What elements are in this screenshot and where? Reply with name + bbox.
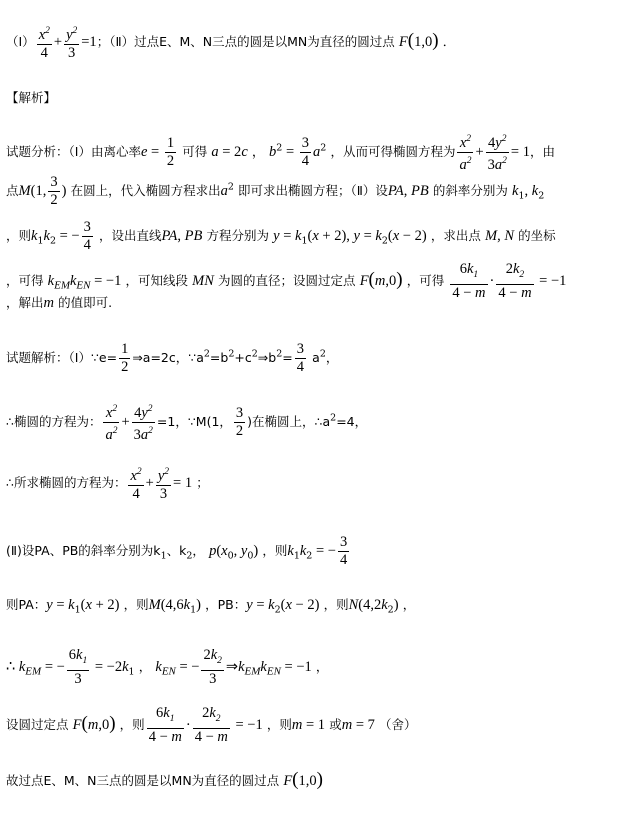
solution-text: ， [138, 658, 152, 674]
solution-line-8: 故过点E、M、N三点的圆是以MN为直径的圆过点 F(1,0) [6, 769, 323, 790]
solution-text: ∴椭圆的方程为： [6, 413, 102, 429]
solution-text: 、k [166, 543, 187, 558]
analysis-text: 为圆的直径；设圆过定点 [218, 272, 356, 288]
analysis-text: 方程分别为 [206, 228, 269, 243]
formula-fraction: $\frac{4y^2}{3a^2}$ [487, 134, 507, 173]
formula-fraction: $\frac{x^2}{4}$ [38, 26, 50, 61]
analysis-text: 的值即可. [58, 295, 113, 310]
solution-text: ， [315, 658, 329, 674]
analysis-text: ，求出点 [430, 228, 481, 243]
solution-line-5: 则PA：$y = k_1(x + 2)$ ，则$M(4,6k_1)$ ，PB：$y = k_2(x - 2)$ ，则$N(4,2k_2)$ ， [6, 597, 416, 616]
formula-fraction: $\frac{3}{2}$ [235, 404, 244, 439]
analysis-text: ，从而可得椭圆方程为 [330, 143, 456, 159]
formula-fraction: $\frac{y^2}{3}$ [157, 467, 170, 502]
formula-point: F(1,0) [398, 29, 439, 51]
formula-fraction: $\frac{3}{4}$ [339, 534, 348, 568]
solution-text: ，则 [123, 597, 149, 612]
solution-text: +c [234, 350, 252, 365]
formula-fraction: $\frac{1}{2}$ [166, 134, 175, 169]
formula-fraction: $\frac{x^2}{a^2}$ [459, 134, 472, 173]
solution-text: ⇒a=2c，∵a [132, 350, 204, 365]
formula-fraction: $\frac{2k_2}{4 - m}$ [194, 705, 228, 745]
solution-text: = [282, 350, 293, 365]
analysis-text: 在圆上，代入椭圆方程求出 [70, 183, 221, 198]
solution-label: 试题解析： [6, 350, 69, 365]
analysis-text: ，解出 [6, 295, 44, 310]
solution-text: =1，∵M(1， [156, 413, 232, 429]
analysis-text: 即可求出椭圆方程；（Ⅱ）设 [238, 183, 388, 198]
analysis-text: ，可得 [406, 272, 445, 288]
solution-text: )在椭圆上，∴a [247, 413, 331, 429]
solution-text: 设圆过定点 [6, 716, 69, 732]
analysis-text: 可得 [182, 143, 208, 159]
analysis-text: ，可知线段 [125, 272, 188, 288]
formula-fraction: $\frac{6k_1}{4 - m}$ [148, 705, 182, 745]
formula-fraction: $\frac{6k_1}{4 - m}$ [452, 261, 486, 301]
solution-text: 故过点E、M、N三点的圆是以MN为直径的圆过点 [6, 773, 280, 788]
solution-line-4: (Ⅱ)设PA、PB的斜率分别为$k_1$、$k_2$， $p(x_0$, $y_0$) ，则$k_1k_2$ = − $\frac{3}{4}$ [6, 534, 348, 568]
solution-text: ⇒b [257, 350, 277, 365]
solution-text: ， [192, 543, 205, 558]
formula-fraction: $\frac{x^2}{4}$ [130, 467, 142, 502]
analysis-text: 点 [6, 183, 19, 198]
answer-line: （Ⅰ） $\frac{x^2}{4}$ + $\frac{y^2}{3}$ =1；（Ⅱ）过点E、M、N三点的圆是以MN为直径的圆过点 F(1,0) ． [6, 26, 456, 61]
formula-fraction: $\frac{x^2}{a^2}$ [105, 404, 118, 443]
formula-fraction: $\frac{6k_1}{3}$ [68, 647, 88, 687]
answer-part2-text: ；（Ⅱ）过点E、M、N三点的圆是以MN为直径的圆过点 [96, 33, 395, 49]
formula-fraction: $\frac{3}{4}$ [83, 219, 91, 253]
solution-text: ，则 [266, 716, 292, 732]
analysis-line-2: 点M(1, $\frac{3}{2}$ ) 在圆上，代入椭圆方程求出$a^2$ 即可求出椭圆方程；（Ⅱ）设PA, PB 的斜率分别为 $k_1$, $k_2$ [6, 174, 545, 208]
formula-fraction: $\frac{2k_2}{3}$ [203, 647, 222, 687]
solution-text: =b [209, 350, 229, 365]
analysis-text: 的坐标 [518, 228, 556, 243]
section-heading: 【解析】 [6, 90, 57, 105]
solution-text: ∴所求椭圆的方程为： [6, 474, 127, 490]
analysis-text: ，由 [529, 143, 555, 159]
formula-fraction: $\frac{3}{4}$ [301, 134, 309, 169]
formula-fraction: $\frac{2k_2}{4 - m}$ [498, 261, 532, 301]
solution-text: ； [196, 474, 209, 490]
solution-text: （舍） [379, 716, 417, 732]
solution-line-6: ∴ $k_{EM}$ = − $\frac{6k_1}{3}$ = $-2k_1$ ， $k_{EN}$ = − $\frac{2k_2}{3}$ $\Rightarrow k_{EM}k_{EN} = -1$ ， [6, 647, 329, 687]
formula-fraction: $\frac{y^2}{3}$ [66, 26, 78, 61]
solution-text: 或 [329, 716, 342, 732]
analysis-text: （Ⅰ）由离心率 [68, 143, 141, 159]
analysis-text: 的斜率分别为 [432, 183, 508, 198]
analysis-text: ，则 [6, 228, 32, 243]
analysis-line-3: ，则$k_1k_2$ = − $\frac{3}{4}$ ，设出直线PA, PB 方程分别为 $y = k_1(x + 2)$, $y = k_2(x - 2)$ ，求出点 M, N 的坐标 [6, 219, 556, 253]
solution-text: ， [402, 597, 416, 612]
answer-end: ． [442, 33, 456, 49]
solution-text: a [312, 350, 320, 365]
solution-line-2: ∴椭圆的方程为： $\frac{x^2}{a^2}$ + $\frac{4y^2}{3a^2}$ =1，∵M(1， $\frac{3}{2}$ )在椭圆上，$\therefore a^2=4$， [6, 404, 368, 443]
solution-text: ， [325, 350, 339, 365]
solution-text: (Ⅱ)设PA、PB的斜率分别为k [6, 543, 161, 558]
solution-line-3: ∴所求椭圆的方程为： $\frac{x^2}{4}$ + $\frac{y^2}{3}$ = 1 ； [6, 467, 209, 502]
solution-line-7: 设圆过定点 F(m,0) ，则 $\frac{6k_1}{4 - m}$ · $\frac{2k_2}{4 - m}$ = −1 ，则m = 1 或m = 7 （舍） [6, 705, 417, 745]
solution-text: （Ⅰ）∵e= [68, 350, 118, 365]
analysis-text: ，设出直线 [98, 228, 162, 243]
formula-fraction: $\frac{3}{4}$ [296, 341, 304, 375]
solution-text: ，则 [262, 543, 288, 558]
analysis-label: 试题分析： [6, 143, 69, 159]
formula-fraction: $\frac{1}{2}$ [121, 341, 129, 375]
analysis-line-5: ，解出m 的值即可. [6, 295, 113, 311]
analysis-text: ，可得 [6, 272, 44, 288]
solution-text: ，PB： [205, 597, 247, 612]
solution-text: ，则 [323, 597, 349, 612]
formula-fraction: $\frac{3}{2}$ [50, 174, 58, 208]
solution-text: 则PA： [6, 597, 47, 612]
analysis-line-1: 试题分析：（Ⅰ）由离心率e = $\frac{1}{2}$ 可得 a = 2c ， $b^2$ = $\frac{3}{4}$ $a^2$ ，从而可得椭圆方程为 $\frac{x^2}{a^2}$ + $\frac{4y^2}{3a^2}$ = 1，由 [6, 134, 555, 173]
solution-text: =4， [336, 413, 368, 429]
solution-line-1: 试题解析：（Ⅰ）∵e= $\frac{1}{2}$ ⇒a=2c，$\because a^2=b^2+c^2\Rightarrow b^2=$ $\frac{3}{4}$ $a^2$， [6, 341, 339, 375]
answer-part1-label: （Ⅰ） [6, 33, 35, 49]
solution-text: ，则 [119, 716, 145, 732]
analysis-line-4: ，可得 $k_{EM}k_{EN} = -1$ ，可知线段 MN 为圆的直径；设圆过定点 F(m,0) ，可得 $\frac{6k_1}{4 - m}$ · $\frac{2k_2}{4 - m}$ = −1 [6, 261, 567, 301]
formula-fraction: $\frac{4y^2}{3a^2}$ [133, 404, 153, 443]
